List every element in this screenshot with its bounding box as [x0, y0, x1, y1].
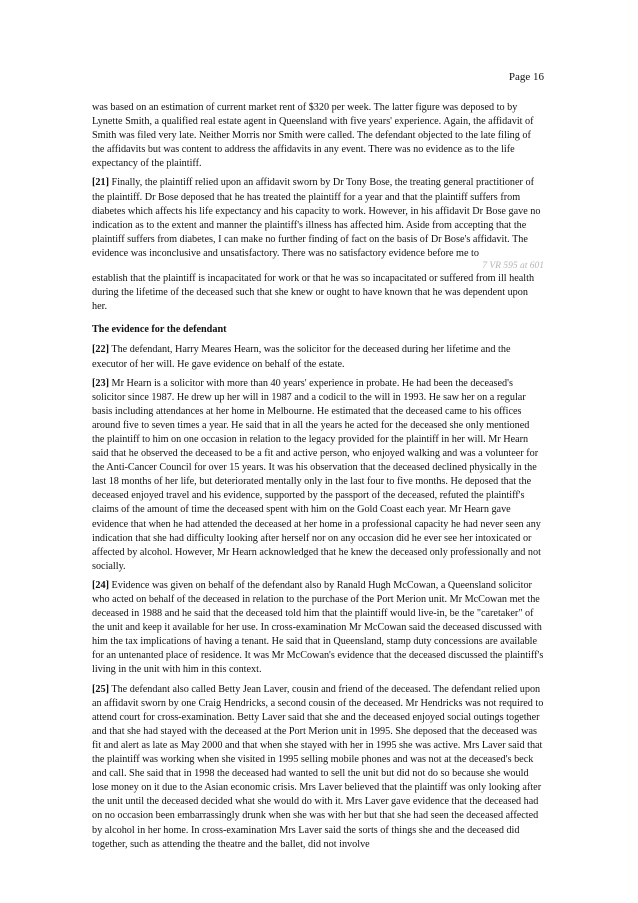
paragraph-21 — [92, 176, 544, 261]
paragraph-number: [24] — [92, 579, 109, 591]
paragraph-text: Finally, the plaintiff relied upon an affidavit sworn by Dr Tony Bose, the treating general practitioner of the plaintiff. Dr Bose deposed that he has treated the plaintiff for a year and that the plaintiff suffers from diabetes which affects his life expectancy and his capacity to work. However, in his affidavit Dr Bose gave no indication as to the extent and manner the plaintiff's illness has affected him. Aside from accepting that the plaintiff suffers from diabetes, I can make no further finding of fact on the basis of Dr Bose's affidavit. The evidence was inconclusive and unsatisfactory. There was no satisfactory evidence before me to — [92, 177, 541, 259]
paragraph-24 — [92, 579, 544, 678]
paragraph-text: The defendant also called Betty Jean Laver, cousin and friend of the deceased. The defendant relied upon an affidavit sworn by one Craig Hendricks, a second cousin of the deceased. Mr Hendricks was not required to attend court for cross-examination. Betty Laver said that she and the deceased enjoyed social outings together and that she had stayed with the deceased at the Port Merion unit in 1995. She deposed that the deceased was fit and alert as late as May 2000 and that when she stayed with her in 1995 she was active. Mrs Laver said that the plaintiff was working when she visited in 1995 selling mobile phones and was not at the deceased's beck and call. She said that in 1998 the deceased had wanted to sell the unit but did not do so because she would lose money on it due to the Asian economic crisis. Mrs Laver believed that the plaintiff was only looking after the unit until the deceased decided what she would do with it. Mrs Laver gave evidence that the deceased had on no occasion been embarrassingly drunk when she was with her but that she had seen the deceased affected by alcohol in her home. In cross-examination Mrs Laver said the sorts of things she and the deceased did together, such as attending the theatre and the ballet, did not involve — [92, 683, 544, 850]
paragraph-23 — [92, 377, 544, 574]
paragraph-text: The defendant, Harry Meares Hearn, was the solicitor for the deceased during her lifetime and the executor of her will. He gave evidence on behalf of the estate. — [92, 344, 511, 370]
paragraph-text: Mr Hearn is a solicitor with more than 40 years' experience in probate. He had been the deceased's solicitor since 1987. He drew up her will in 1987 and a codicil to the will in 1993. He saw her on a regular basis including attendances at her home in Melbourne. He estimated that the deceased came to his offices around five to seven times a year. He said that in all the years he acted for the deceased she only mentioned the plaintiff to him on one occasion in relation to the legacy provided for the plaintiff in her will. Mr Hearn said that he observed the deceased to be a fit and active person, who enjoyed walking and was a volunteer for the Anti-Cancer Council for over 15 years. It was his observation that the deceased declined physically in the last 18 months of her life, but deteriorated mentally only in the last four to five months. He deposed that the deceased enjoyed travel and his evidence, supported by the passport of the deceased, refuted the plaintiff's claims of the amount of time the deceased spent with him on the Gold Coast each year. Mr Hearn gave evidence that when he had attended the deceased at her home in a professional capacity he had never seen any indication that she had difficulty looking after herself nor on any occasion did he ever see her intoxicated or affected by alcohol. However, Mr Hearn acknowledged that he knew the deceased only professionally and not socially. — [92, 377, 541, 572]
continuation-paragraph: was based on an estimation of current market rent of $320 per week. The latter figure was deposed to by Lynette Smith, a qualified real estate agent in Queensland with five years' experience. Again, the affidavit of Smith was filed very late. Neither Morris nor Smith were called. The defendant objected to the late filing of the affidavits but was content to address the affidavits in any event. There was no evidence as to the life expectancy of the plaintiff. — [92, 102, 534, 170]
paragraph-number: [23] — [92, 377, 109, 389]
paragraph-number: [21] — [92, 177, 109, 189]
paragraph-25 — [92, 683, 544, 852]
paragraph-number: [25] — [92, 683, 109, 695]
document-page — [92, 70, 544, 857]
report-citation: 7 VR 595 at 601 — [482, 261, 544, 272]
paragraph-number: [22] — [92, 344, 109, 356]
paragraph-22 — [92, 343, 544, 371]
page-number: Page 16 — [508, 71, 544, 83]
paragraph-text: Evidence was given on behalf of the defendant also by Ranald Hugh McCowan, a Queensland solicitor who acted on behalf of the deceased in relation to the purchase of the Port Merion unit. Mr McCowan met the deceased in 1988 and he said that the deceased told him that the plaintiff would live-in, be the "caretaker" of the unit and keep it available for her use. In cross-examination Mr McCowan said the deceased discussed with him the tax implications of having a tenant. He said that in Queensland, stamp duty concessions are available for an untenanted place of residence. It was Mr McCowan's evidence that the deceased discussed the plaintiff's living in the unit with him in this context. — [92, 579, 544, 676]
continuation-after-citation: establish that the plaintiff is incapacitated for work or that he was so incapacitated or suffered from ill health during the lifetime of the deceased such that she knew or ought to have known that he was dependent upon her. — [92, 273, 535, 313]
section-heading: The evidence for the defendant — [92, 324, 227, 336]
